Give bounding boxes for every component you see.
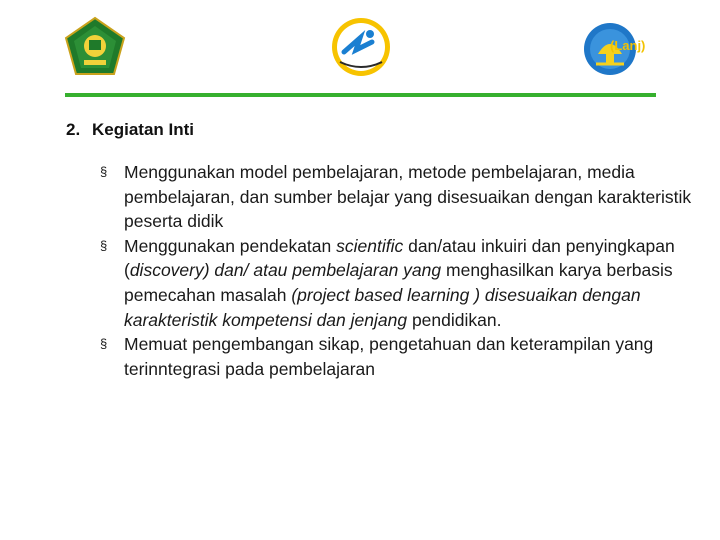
bullet-text: pendidikan.	[407, 309, 502, 330]
continuation-label: (Lanj)	[610, 38, 646, 53]
bullet-item	[100, 332, 700, 381]
section-number: 2.	[66, 120, 81, 139]
bullet-text: (project based learning ) disesuaikan dengan karakteristik kompetensi dan jenjang	[124, 284, 641, 330]
kemenag-emblem-icon	[64, 16, 126, 76]
kurikulum-2013-logo-icon	[330, 16, 392, 78]
header-divider	[65, 93, 656, 97]
section-title: Kegiatan Inti	[92, 120, 195, 139]
bullet-text: scientific	[336, 235, 404, 256]
bullet-text: dan/atau inkuiri dan penyingkapan (	[124, 235, 675, 281]
bullet-text: Menggunakan pendekatan	[124, 235, 337, 256]
bullet-text: menghasilkan karya berbasis pemecahan masalah	[124, 260, 673, 305]
bullet-marker: §	[100, 164, 108, 179]
bullet-text: discovery) dan/ atau pembelajaran yang	[129, 260, 442, 281]
bullet-item	[100, 234, 700, 332]
bullet-marker: §	[100, 237, 108, 253]
bullet-text: Menggunakan model pembelajaran, metode pembelajaran, media pembelajaran, dan sumber belajar yang disesuaikan dengan karakteristik peserta didik	[124, 162, 692, 232]
bullet-text: Memuat pengembangan sikap, pengetahuan dan keterampilan yang terinntegrasi pada pembelajaran	[124, 334, 654, 379]
bullet-list	[100, 160, 700, 381]
bullet-item	[100, 160, 700, 234]
bullet-marker: §	[100, 336, 108, 352]
section-heading	[66, 120, 194, 140]
